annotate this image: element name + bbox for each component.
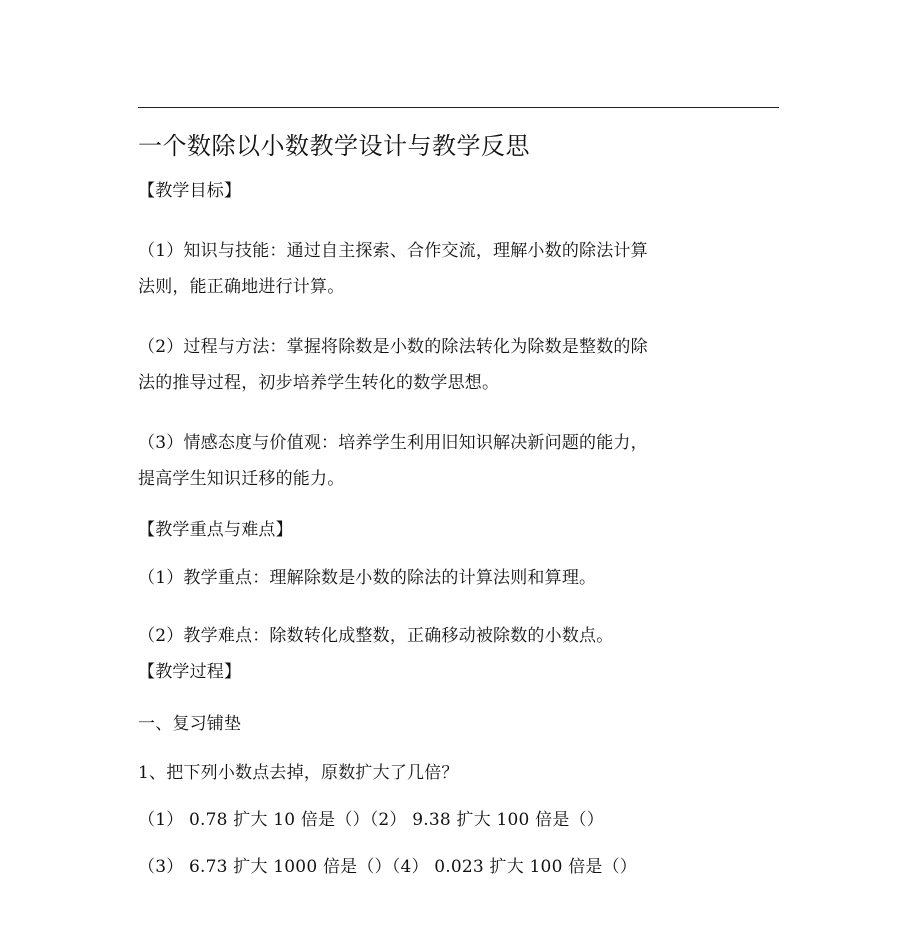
header-rule bbox=[138, 107, 779, 108]
goal-3-line-2: 提高学生知识迁移的能力。 bbox=[138, 469, 345, 489]
exercise-1-prompt: 1、把下列小数点去掉，原数扩大了几倍？ bbox=[138, 763, 459, 783]
goal-2-line-2: 法的推导过程，初步培养学生转化的数学思想。 bbox=[138, 373, 500, 393]
document-title: 一个数除以小数教学设计与教学反思 bbox=[138, 132, 530, 160]
exercise-1-items-a: （1） 0.78 扩大 10 倍是（）（2） 9.38 扩大 100 倍是（） bbox=[138, 810, 604, 830]
key-point-1: （1）教学重点：理解除数是小数的除法的计算法则和算理。 bbox=[138, 568, 597, 588]
section-review: 一、复习铺垫 bbox=[138, 714, 242, 734]
goal-3-line-1: （3）情感态度与价值观：培养学生利用旧知识解决新问题的能力， bbox=[138, 433, 648, 453]
goal-1-line-2: 法则，能正确地进行计算。 bbox=[138, 277, 345, 297]
exercise-1-items-b: （3） 6.73 扩大 1000 倍是（）（4） 0.023 扩大 100 倍是（） bbox=[138, 857, 637, 877]
heading-teaching-goals: 【教学目标】 bbox=[138, 181, 242, 201]
key-point-2: （2）教学难点：除数转化成整数，正确移动被除数的小数点。 bbox=[138, 626, 614, 646]
goal-2-line-1: （2）过程与方法：掌握将除数是小数的除法转化为除数是整数的除 bbox=[138, 337, 648, 357]
heading-teaching-process: 【教学过程】 bbox=[138, 662, 242, 682]
heading-key-points: 【教学重点与难点】 bbox=[138, 520, 293, 540]
goal-1-line-1: （1）知识与技能：通过自主探索、合作交流，理解小数的除法计算 bbox=[138, 241, 648, 261]
